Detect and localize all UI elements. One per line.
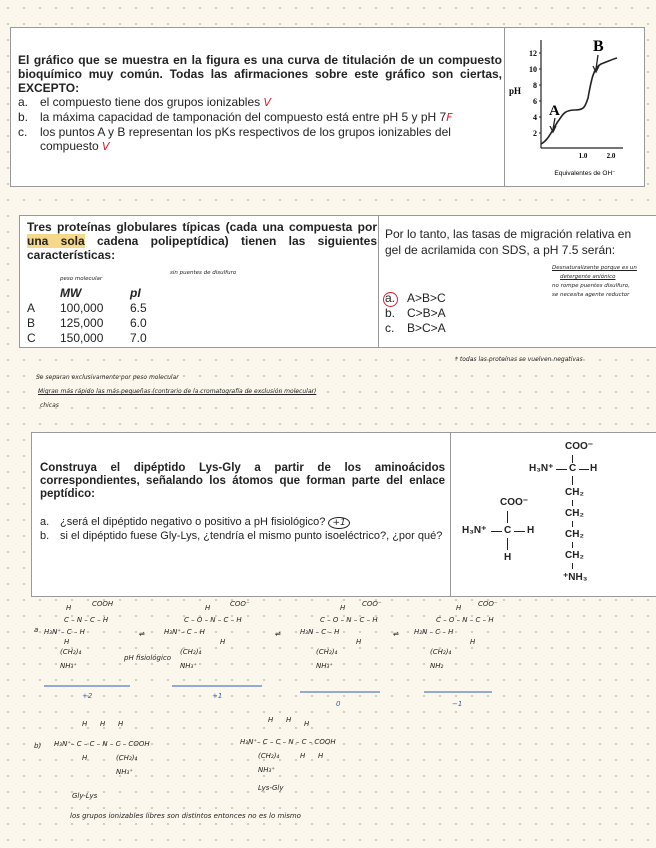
svg-text:⇌: ⇌ (393, 630, 399, 638)
answer-mark: V (263, 96, 272, 109)
question-1-header: El gráfico que se muestra en la figura es una curva de titulación de un compuesto bioquímico muy común. Todas las afirmaciones sobre este gráfico son ciertas, EXCEPTO: (18, 53, 502, 95)
graph-xlabel: Equivalentes de OH⁻ (554, 170, 616, 177)
svg-text:C – O – N – C – H: C – O – N – C – H (436, 616, 494, 624)
svg-text:H₃N – C – H: H₃N – C – H (300, 628, 340, 636)
question-3-header: Construya el dipéptido Lys-Gly a partir de los aminoácidos correspondientes, señalando los átomos que forman parte del enlace peptídico: (40, 462, 445, 500)
charge-label: +2 (82, 692, 93, 700)
ytick: 10 (529, 65, 537, 74)
question-2-option-a: a. A>B>C (385, 291, 446, 305)
svg-text:H₃N⁺– C – H: H₃N⁺– C – H (44, 628, 85, 636)
charge-label: +1 (212, 692, 223, 700)
answer-mark: V (102, 140, 110, 153)
svg-text:H: H (205, 604, 211, 612)
svg-text:H: H (64, 638, 70, 646)
svg-text:H₃N⁺– C – C – N – C – COOH: H₃N⁺– C – C – N – C – COOH (54, 740, 150, 748)
svg-text:⇌: ⇌ (139, 630, 145, 638)
charge-label: 0 (336, 700, 341, 708)
question-2-options (385, 291, 446, 336)
label-gly-lys: Gly-Lys (72, 792, 98, 800)
ytick: 12 (529, 49, 537, 58)
lysine-structure: COO⁻ H₃N⁺ C H CH₂ CH₂ CH₂ CH₂ ⁺NH₃ (529, 441, 598, 583)
part-a-label: a (34, 626, 39, 634)
zwitterion-form-1 (44, 600, 171, 700)
point-a-label: A (549, 103, 560, 119)
svg-text:(CH₂)₄: (CH₂)₄ (180, 648, 202, 656)
note-molecular-weight: peso molecular (60, 276, 103, 282)
answer-circle: +1 (328, 517, 349, 529)
note-small: chicas (40, 402, 59, 409)
question-2-option-c: c. B>C>A (385, 321, 446, 335)
svg-text:C – N – C – H: C – N – C – H (64, 616, 109, 624)
highlighted-text: una sola (27, 234, 85, 248)
question-3-box (31, 432, 656, 597)
table-row: A 100,000 6.5 (27, 300, 147, 315)
question-3-divider (450, 433, 451, 596)
dipeptide-gly-lys (54, 720, 150, 800)
xtick: 1.0 (578, 152, 588, 160)
question-2-box (19, 215, 656, 348)
svg-text:NH₃⁺: NH₃⁺ (60, 662, 78, 670)
table-row: C 150,000 7.0 (27, 330, 147, 345)
svg-text:NH₃⁺: NH₃⁺ (116, 768, 134, 776)
question-1-text (18, 53, 502, 154)
question-2-right-text: Por lo tanto, las tasas de migración relativa en gel de acrilamida con SDS, a pH 7.5 serán: (385, 227, 632, 257)
svg-text:H₃N⁺– C – H: H₃N⁺– C – H (164, 628, 205, 636)
svg-text:C – O – N – C – H: C – O – N – C – H (320, 616, 378, 624)
titration-curve-graph (505, 28, 644, 186)
svg-text:H: H (318, 752, 324, 760)
svg-text:(CH₂)₄: (CH₂)₄ (116, 754, 138, 762)
question-1-option-a: a. el compuesto tiene dos grupos ionizables V (18, 95, 272, 109)
svg-text:COOH: COOH (92, 600, 114, 608)
svg-text:COO⁻: COO⁻ (362, 600, 382, 608)
svg-text:H: H (286, 716, 292, 724)
ytick: 6 (533, 97, 537, 106)
svg-text:COO⁻: COO⁻ (478, 600, 498, 608)
point-b-label: B (593, 38, 604, 55)
svg-text:NH₃⁺: NH₃⁺ (316, 662, 334, 670)
svg-text:H: H (118, 720, 124, 728)
svg-text:COO⁻: COO⁻ (230, 600, 250, 608)
question-1-option-c: c. los puntos A y B representan los pKs respectivos de los grupos ionizables del compuesto V (18, 125, 451, 153)
svg-text:H₃N⁺– C – C – N – C – COOH: H₃N⁺– C – C – N – C – COOH (240, 738, 336, 746)
svg-text:H: H (82, 720, 88, 728)
question-3-options (40, 516, 445, 543)
svg-text:(CH₂)₄: (CH₂)₄ (430, 648, 452, 656)
ytick: 2 (533, 129, 537, 138)
svg-text:(CH₂)₄: (CH₂)₄ (60, 648, 82, 656)
ytick: 8 (533, 81, 537, 90)
svg-text:H: H (456, 604, 462, 612)
svg-text:H: H (304, 720, 310, 728)
circle-mark (383, 292, 398, 307)
svg-text:NH₃⁺: NH₃⁺ (180, 662, 198, 670)
note-negative: * todas las proteínas se vuelven negativas (455, 356, 583, 363)
svg-text:H: H (300, 752, 306, 760)
protein-table (27, 285, 147, 345)
table-row: B 125,000 6.0 (27, 315, 147, 330)
question-2-divider (378, 216, 379, 347)
note-separation: Se separan exclusivamente por peso molecular (36, 374, 179, 381)
question-2-option-b: b. C>B>A (385, 306, 446, 320)
svg-text:H: H (340, 604, 346, 612)
part-b-label: b) (34, 742, 42, 750)
table-header: MW pI (60, 285, 141, 300)
glycine-structure: COO⁻ H₃N⁺ C H H (462, 497, 535, 563)
question-2-intro: Tres proteínas globulares típicas (cada una compuesta por una sola cadena polipeptídica) tienen las siguientes características: (27, 220, 377, 262)
svg-text:H: H (356, 638, 362, 646)
svg-text:H: H (66, 604, 72, 612)
charge-label: −1 (452, 700, 463, 708)
answer-mark: F (446, 111, 453, 124)
graph-ylabel: pH (509, 86, 522, 96)
svg-text:H: H (268, 716, 274, 724)
svg-text:NH₂: NH₂ (430, 662, 444, 670)
note-migration: Migran más rápido las más pequeñas (contrario de la cromatografía de exclusión molecular) (38, 388, 317, 395)
svg-text:⇌: ⇌ (275, 630, 281, 638)
question-3-option-a: a. ¿será el dipéptido negativo o positivo a pH fisiológico? +1 (40, 516, 445, 530)
zwitterion-form-3 (300, 600, 382, 708)
svg-text:H: H (470, 638, 476, 646)
question-1-option-b: b. la máxima capacidad de tamponación del compuesto está entre pH 5 y pH 7F (18, 110, 453, 124)
svg-text:NH₃⁺: NH₃⁺ (258, 766, 276, 774)
handwritten-side-notes: Desnaturalizante porque es un detergente aniónico no rompe puentes disulfuro, se necesita agente reductor (552, 265, 637, 298)
svg-text:(CH₂)₄: (CH₂)₄ (258, 752, 280, 760)
note-disulfide: sin puentes de disulfuro (170, 270, 237, 276)
zwitterion-form-2 (164, 600, 262, 700)
question-3-option-b: b. si el dipéptido fuese Gly-Lys, ¿tendría el mismo punto isoeléctrico?, ¿por qué? (40, 530, 443, 542)
svg-text:(CH₂)₄: (CH₂)₄ (316, 648, 338, 656)
handwritten-structures (0, 598, 656, 848)
svg-text:H: H (220, 638, 226, 646)
label-lys-gly: Lys-Gly (258, 784, 284, 792)
svg-text:C – O – N – C – H: C – O – N – C – H (184, 616, 242, 624)
question-1-box (10, 27, 645, 187)
svg-text:pH fisiológico: pH fisiológico (124, 654, 172, 662)
xtick: 2.0 (606, 152, 616, 160)
svg-text:H: H (100, 720, 106, 728)
conclusion-note: los grupos ionizables libres son distintos entonces no es lo mismo (70, 812, 301, 820)
zwitterion-form-4 (414, 600, 498, 708)
ytick: 4 (533, 113, 537, 122)
svg-text:H₂N – C – H: H₂N – C – H (414, 628, 454, 636)
dipeptide-lys-gly (240, 716, 336, 792)
svg-text:H: H (82, 754, 88, 762)
